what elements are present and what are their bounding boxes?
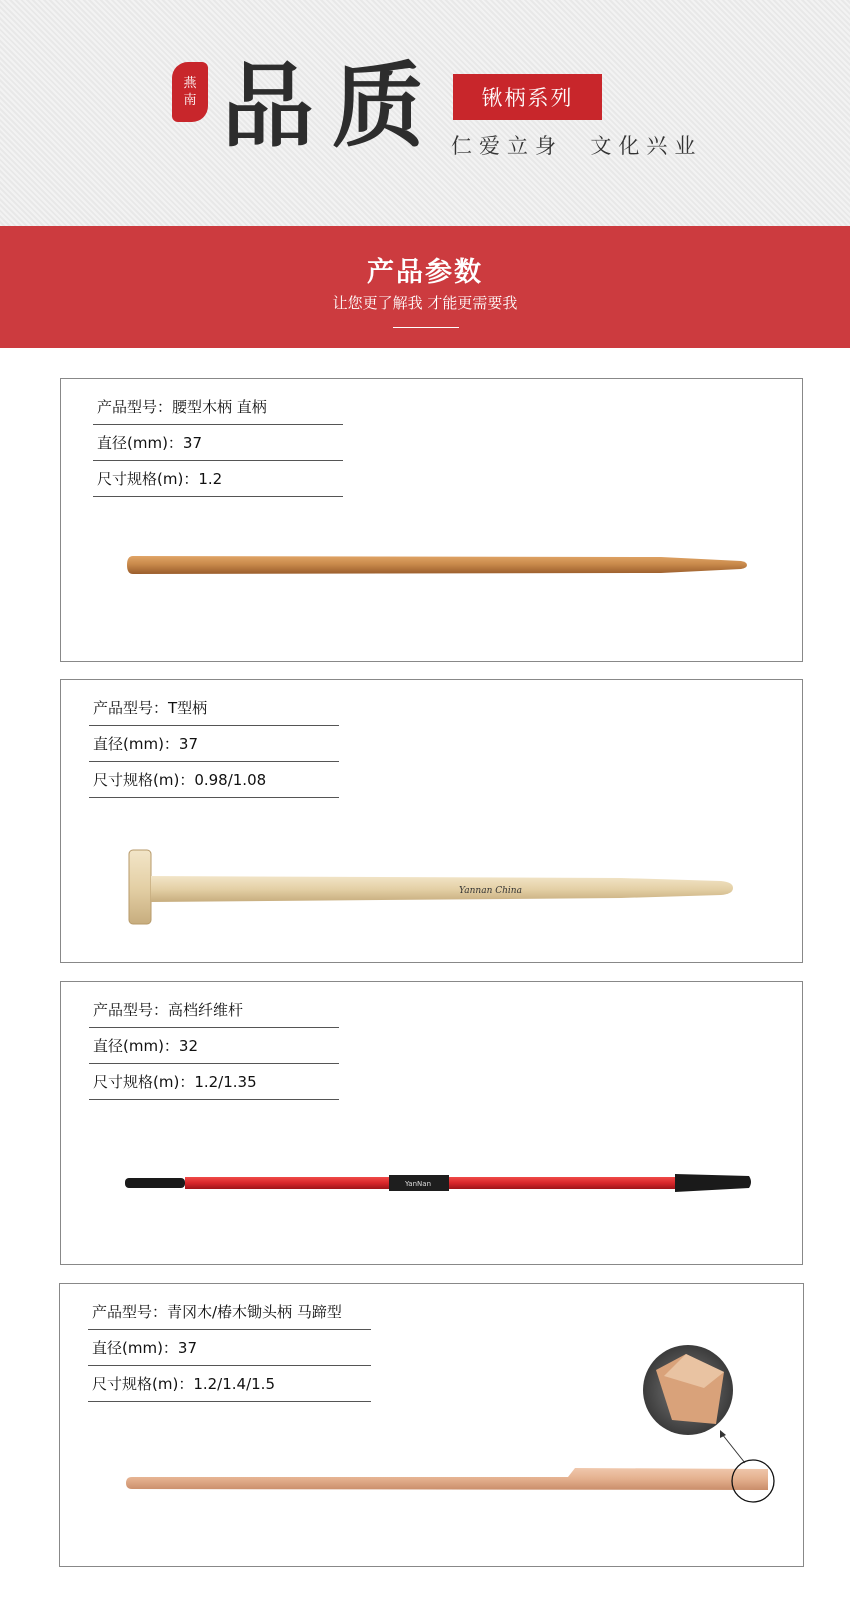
shaft-imprint: YanNan (405, 1180, 432, 1188)
series-tag: 锹柄系列 (453, 74, 602, 120)
header-hero (0, 0, 850, 226)
seal-char-1: 燕 (183, 76, 197, 91)
spec-model: 产品型号：青冈木/椿木锄头柄 马蹄型 (88, 1294, 371, 1330)
hoe-handle-image (60, 1284, 805, 1568)
handle-imprint: Yannan China (459, 886, 522, 896)
straight-wood-handle-image (61, 379, 804, 663)
spec-diameter: 直径(mm)：37 (93, 425, 343, 461)
product-card-4 (59, 1283, 804, 1567)
section-title: 产品参数 (367, 257, 483, 288)
section-banner (0, 226, 850, 348)
slogan: 仁爱立身 文化兴业 (451, 134, 703, 158)
product-card-1 (60, 378, 803, 662)
t-wood-handle-image (61, 680, 804, 964)
page-title: 品质 (222, 53, 443, 160)
brand-seal-logo (172, 62, 208, 122)
product-card-2 (60, 679, 803, 963)
spec-size: 尺寸规格(m)：1.2/1.4/1.5 (88, 1366, 371, 1402)
spec-diameter: 直径(mm)：37 (89, 726, 339, 762)
spec-size: 尺寸规格(m)：1.2/1.35 (89, 1064, 339, 1100)
product-card-3 (60, 981, 803, 1265)
spec-model: 产品型号：腰型木柄 直柄 (93, 389, 343, 425)
section-divider (393, 327, 459, 328)
spec-diameter: 直径(mm)：32 (89, 1028, 339, 1064)
spec-size: 尺寸规格(m)：1.2 (93, 461, 343, 497)
spec-diameter: 直径(mm)：37 (88, 1330, 371, 1366)
spec-size: 尺寸规格(m)：0.98/1.08 (89, 762, 339, 798)
spec-model: 产品型号：高档纤维杆 (89, 992, 339, 1028)
fiberglass-shaft-image (61, 982, 804, 1266)
spec-model: 产品型号：T型柄 (89, 690, 339, 726)
section-subtitle: 让您更了解我 才能更需要我 (332, 294, 518, 312)
callout-arrow (722, 1434, 745, 1463)
seal-char-2: 南 (183, 93, 197, 108)
